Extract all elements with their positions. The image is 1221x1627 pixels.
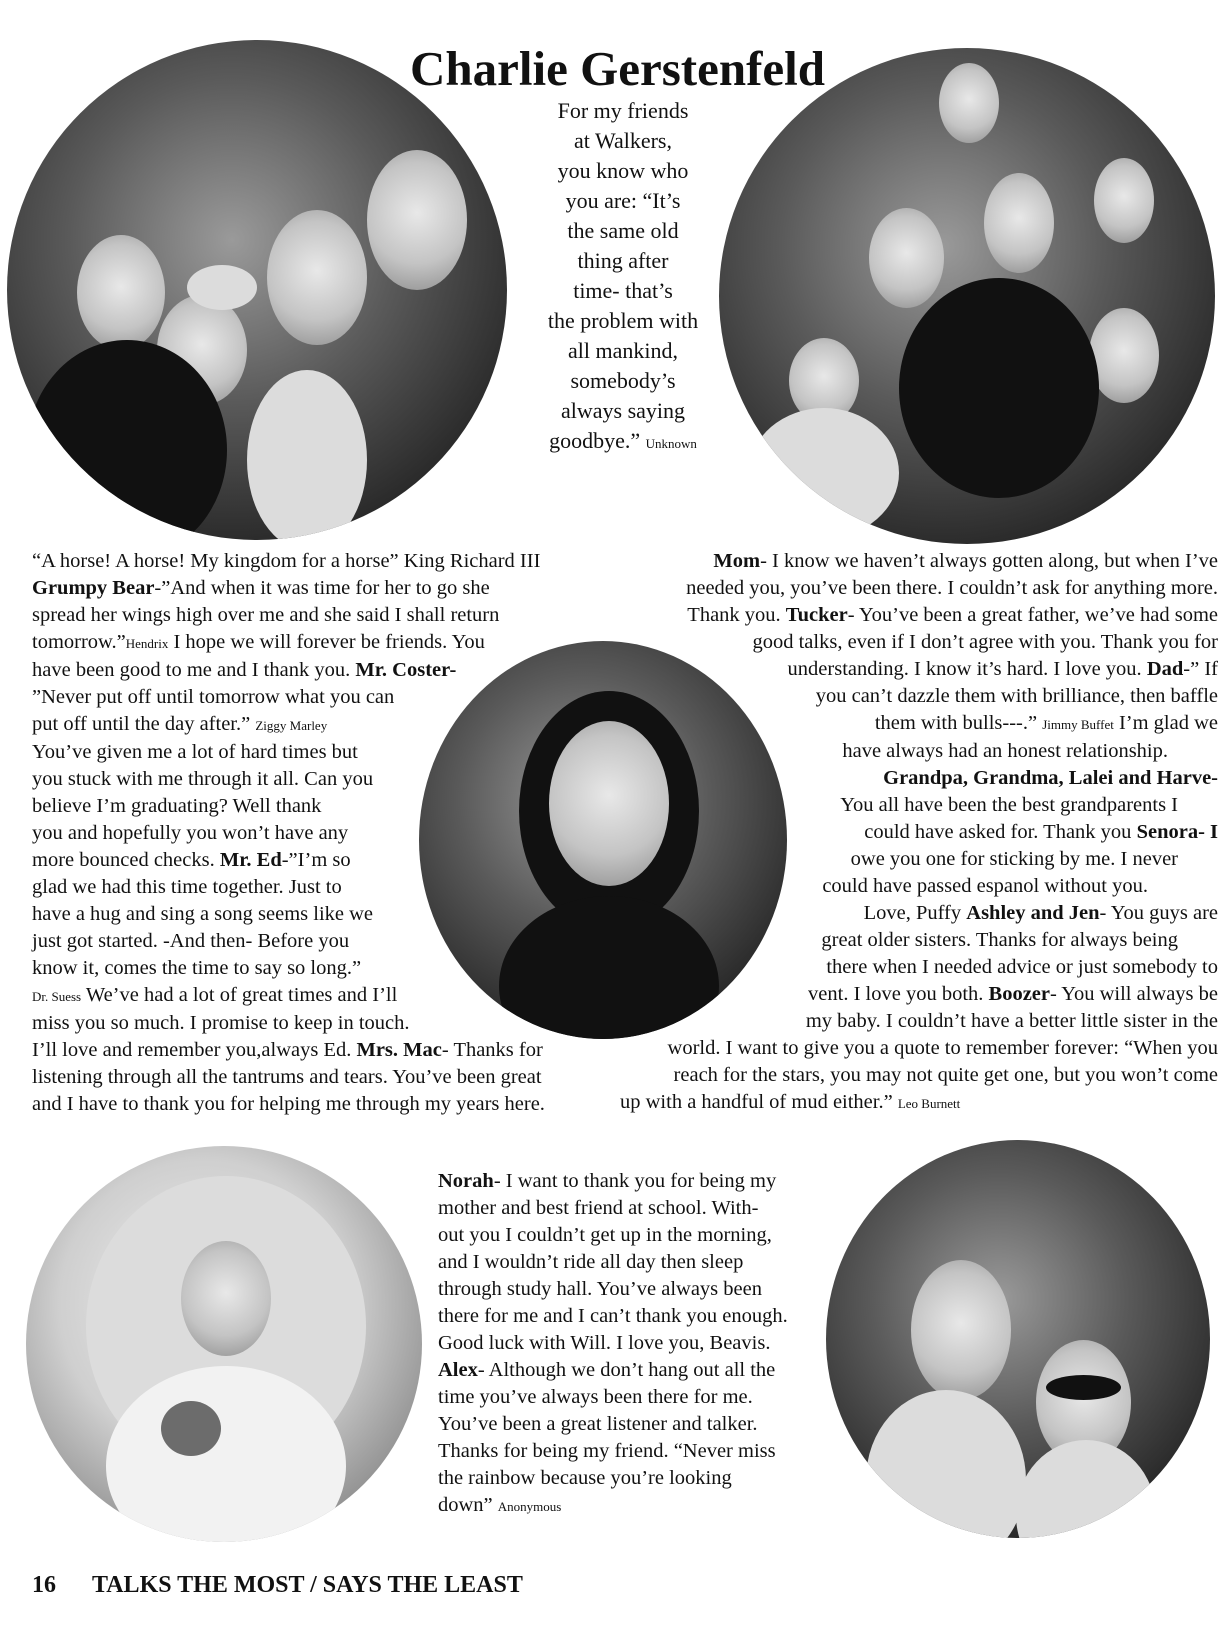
right-column — [620, 548, 1218, 1117]
text-line: miss you so much. I promise to keep in touch. — [32, 1012, 410, 1034]
text-span: - I know we haven’t always gotten along, but when I’ve — [760, 550, 1218, 572]
text-line — [438, 1168, 788, 1195]
text-line: mother and best friend at school. With- — [438, 1197, 759, 1219]
quote-line: you know who — [557, 158, 689, 183]
text-span: We’ve had a lot of great times and I’ll — [81, 984, 398, 1006]
name-boozer: Boozer — [988, 983, 1051, 1005]
text-line: You’ve given me a lot of hard times but — [32, 741, 358, 763]
name-mr-ed: Mr. Ed — [219, 849, 282, 871]
text-span: vent. I love you both. — [808, 983, 989, 1005]
text-line: Good luck with Will. I love you, Beavis. — [438, 1332, 771, 1354]
quote-line: For my friends — [557, 98, 689, 123]
text-line: out you I couldn’t get up in the morning, — [438, 1224, 772, 1246]
text-line: “A horse! A horse! My kingdom for a horse” King Richard III — [32, 550, 541, 572]
text-span: down” — [438, 1494, 498, 1516]
photo-two-girls — [826, 1140, 1210, 1538]
name-mr-coster: Mr. Coster- — [355, 659, 457, 681]
text-span: - Although we don’t hang out all the — [477, 1359, 776, 1381]
text-line — [620, 602, 1218, 629]
text-line: and I wouldn’t ride all day then sleep — [438, 1251, 744, 1273]
text-span: put off until the day after.” — [32, 713, 256, 735]
name-senora: Senora- I — [1136, 821, 1218, 843]
name-alex: Alex — [438, 1359, 478, 1381]
text-line — [620, 710, 1218, 738]
text-line: ”Never put off until tomorrow what you can — [32, 686, 395, 708]
attribution: Anonymous — [497, 1499, 562, 1514]
text-span: could have asked for. Thank you — [864, 821, 1137, 843]
quote-line: at Walkers, — [573, 128, 672, 153]
text-line: great older sisters. Thanks for always being — [821, 929, 1178, 951]
text-line — [620, 656, 1218, 683]
attribution: Jimmy Buffet — [1042, 717, 1114, 732]
text-span: - You will always be — [1050, 983, 1218, 1005]
text-line: spread her wings high over me and she said I shall return — [32, 604, 500, 626]
attribution: Ziggy Marley — [255, 718, 328, 733]
text-span: - You’ve been a great father, we’ve had some — [847, 604, 1218, 626]
text-line: there for me and I can’t thank you enough. — [438, 1305, 788, 1327]
quote-line: always saying — [560, 398, 686, 423]
text-span: I’m glad we — [1113, 712, 1218, 734]
quote-line: thing after — [577, 248, 669, 273]
text-line: You’ve been a great listener and talker. — [438, 1413, 758, 1435]
section-title: TALKS THE MOST / SAYS THE LEAST — [92, 1572, 523, 1598]
text-line: there when I needed advice or just somebody to — [826, 956, 1218, 978]
text-line: just got started. -And then- Before you — [32, 930, 350, 952]
text-span: Thank you. — [687, 604, 786, 626]
text-line: owe you one for sticking by me. I never — [850, 848, 1178, 870]
text-span: understanding. I know it’s hard. I love you. — [787, 658, 1147, 680]
quote-line: somebody’s — [570, 368, 676, 393]
text-line: you can’t dazzle them with brilliance, then baffle — [815, 685, 1218, 707]
text-line: my baby. I couldn’t have a better little sister in the — [805, 1010, 1218, 1032]
name-mrs-mac: Mrs. Mac — [356, 1039, 442, 1061]
photo-family-women — [7, 40, 507, 540]
text-line — [32, 982, 545, 1010]
text-span: -”And when it was time for her to go she — [154, 577, 490, 599]
name-tucker: Tucker — [785, 604, 848, 626]
text-line — [620, 548, 1218, 575]
text-line: world. I want to give you a quote to remember forever: “When you — [667, 1037, 1218, 1059]
text-line — [32, 1037, 545, 1064]
text-line — [438, 1357, 788, 1384]
text-span: -”I’m so — [281, 849, 351, 871]
text-span: -” If — [1183, 658, 1218, 680]
text-line: time you’ve always been there for me. — [438, 1386, 753, 1408]
quote-line: you are: “It’s — [565, 188, 681, 213]
text-span: I hope we will forever be friends. You — [168, 631, 485, 653]
text-line — [32, 575, 545, 602]
name-grumpy-bear: Grumpy Bear — [32, 577, 155, 599]
text-line: the rainbow because you’re looking — [438, 1467, 732, 1489]
text-line: and I have to thank you for helping me through my years here. — [32, 1093, 545, 1115]
text-line: through study hall. You’ve always been — [438, 1278, 762, 1300]
top-quote — [520, 96, 726, 459]
text-line — [32, 847, 545, 874]
text-span: - I want to thank you for being my — [493, 1170, 777, 1192]
bottom-column — [438, 1168, 788, 1520]
page-number: 16 — [32, 1572, 56, 1598]
text-line — [32, 657, 545, 684]
text-line: needed you, you’ve been there. I couldn’t ask for anything more. — [686, 577, 1218, 599]
text-span: them with bulls---.” — [874, 712, 1043, 734]
quote-line: time- that’s — [573, 278, 673, 303]
text-line — [32, 629, 545, 657]
text-span: - Thanks for — [441, 1039, 543, 1061]
text-span: Love, Puffy — [863, 902, 967, 924]
text-line — [620, 765, 1218, 792]
name-norah: Norah — [438, 1170, 494, 1192]
text-line: good talks, even if I don’t agree with you. Thank you for — [752, 631, 1218, 653]
text-span: up with a handful of mud either.” — [620, 1091, 898, 1113]
text-line: believe I’m graduating? Well thank — [32, 795, 322, 817]
quote-last-line: goodbye.” — [549, 428, 641, 453]
name-grandparents: Grandpa, Grandma, Lalei and Harve- — [883, 767, 1218, 789]
text-line: glad we had this time together. Just to — [32, 876, 342, 898]
text-line: listening through all the tantrums and tears. You’ve been great — [32, 1066, 542, 1088]
text-line — [620, 900, 1218, 927]
photo-family-group — [719, 48, 1215, 544]
attribution: Leo Burnett — [897, 1096, 961, 1111]
attribution: Dr. Suess — [32, 989, 82, 1004]
page-title: Charlie Gerstenfeld — [410, 41, 826, 96]
text-line: Thanks for being my friend. “Never miss — [438, 1440, 776, 1462]
text-line: you and hopefully you won’t have any — [32, 822, 349, 844]
text-line: could have passed espanol without you. — [822, 875, 1148, 897]
text-span: have been good to me and I thank you. — [32, 659, 356, 681]
text-line: have always had an honest relationship. — [842, 740, 1168, 762]
photo-child-veil — [26, 1146, 422, 1542]
quote-line — [520, 426, 726, 459]
text-line: you stuck with me through it all. Can you — [32, 768, 374, 790]
text-line — [620, 819, 1218, 846]
quote-attribution: Unknown — [645, 436, 697, 451]
quote-line: the same old — [567, 218, 679, 243]
text-line: know it, comes the time to say so long.” — [32, 957, 362, 979]
text-line: have a hug and sing a song seems like we — [32, 903, 374, 925]
name-ashley-jen: Ashley and Jen — [966, 902, 1100, 924]
text-span: - You guys are — [1099, 902, 1218, 924]
text-line — [438, 1492, 788, 1520]
text-line: reach for the stars, you may not quite get one, but you won’t come — [673, 1064, 1218, 1086]
text-line — [32, 711, 545, 739]
left-column — [32, 548, 545, 1118]
text-span: tomorrow.” — [32, 631, 126, 653]
name-mom: Mom — [713, 550, 761, 572]
name-dad: Dad — [1146, 658, 1184, 680]
text-span: I’ll love and remember you,always Ed. — [32, 1039, 357, 1061]
page-footer — [32, 1572, 523, 1599]
text-line — [620, 981, 1218, 1008]
quote-line: the problem with — [547, 308, 699, 333]
text-line — [620, 1089, 1218, 1117]
text-line: You all have been the best grandparents I — [840, 794, 1178, 816]
text-span: more bounced checks. — [32, 849, 220, 871]
quote-line: all mankind, — [568, 338, 678, 363]
attribution: Hendrix — [125, 636, 169, 651]
